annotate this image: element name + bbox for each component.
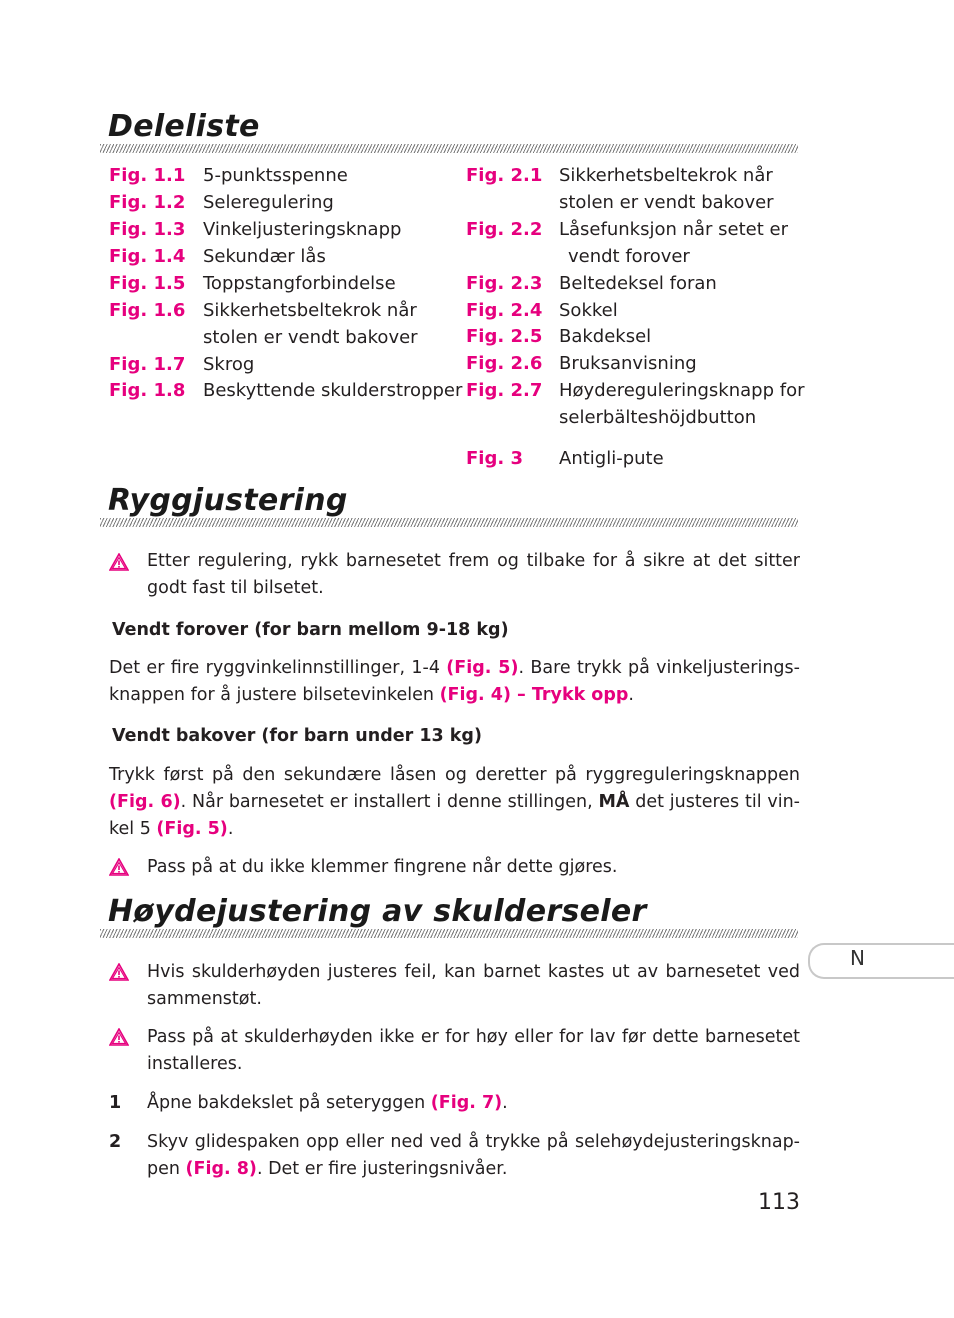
section-title-parts: Deleliste (108, 109, 260, 144)
figure-reference: (Fig. 5) (156, 819, 228, 839)
part-name: selerbälteshöjdbutton (559, 407, 757, 428)
fig-label: Fig. 2.5 (466, 326, 543, 347)
text: Trykk først på den sekundære låsen og deretter på ryggreguleringsknappen (109, 765, 800, 785)
part-name: Sikkerhetsbeltekrok når (559, 165, 773, 186)
text: Skyv glidespaken opp eller ned ved å trykke på selehøydejusteringsknap-pen (147, 1132, 800, 1179)
text: . (628, 685, 634, 705)
paragraph-rear (109, 762, 800, 843)
section-divider (100, 929, 798, 938)
subheading-rear: Vendt bakover (for barn under 13 kg) (112, 726, 482, 746)
fig-label: Fig. 1.6 (109, 300, 186, 321)
fig-label: Fig. 1.4 (109, 246, 186, 267)
fig-label: Fig. 1.3 (109, 219, 186, 240)
language-tab-label: N (850, 946, 865, 970)
fig-label: Fig. 1.8 (109, 380, 186, 401)
step-number: 1 (109, 1093, 122, 1113)
fig-label: Fig. 1.5 (109, 273, 186, 294)
fig-label: Fig. 2.2 (466, 219, 543, 240)
step-number: 2 (109, 1132, 122, 1152)
fig-label: Fig. 1.7 (109, 354, 186, 375)
fig-label: Fig. 2.1 (466, 165, 543, 186)
part-name: Sokkel (559, 300, 618, 321)
step-text (147, 1090, 800, 1117)
part-name: Sekundær lås (203, 246, 326, 267)
fig-label: Fig. 3 (466, 448, 523, 469)
text: . Når barnesetet er installert i denne stillingen, (180, 792, 599, 812)
fig-label: Fig. 2.6 (466, 353, 543, 374)
text: . (227, 819, 234, 839)
warning-triangle-icon (109, 553, 129, 571)
part-name: 5-punktsspenne (203, 165, 348, 186)
warning-triangle-icon (109, 858, 129, 876)
step-text (147, 1129, 800, 1183)
figure-reference: (Fig. 4) – Trykk opp (439, 685, 629, 705)
fig-label: Fig. 1.1 (109, 165, 186, 186)
subheading-forward: Vendt forover (for barn mellom 9-18 kg) (112, 620, 509, 640)
text: . (502, 1093, 508, 1113)
part-name: Vinkeljusteringsknapp (203, 219, 402, 240)
figure-reference: (Fig. 6) (109, 792, 181, 812)
text: . Bare trykk på vinkeljusterings-knappen for å justere bilsetevinkelen (109, 658, 800, 705)
part-name: Toppstangforbindelse (203, 273, 396, 294)
warning-triangle-icon (109, 963, 129, 981)
section-divider (100, 518, 798, 527)
text: det justeres til vin-kel 5 (109, 792, 800, 839)
text: . Det er fire justeringsnivåer. (256, 1159, 508, 1179)
fig-label: Fig. 2.3 (466, 273, 543, 294)
fig-label: Fig. 1.2 (109, 192, 186, 213)
figure-reference: (Fig. 5) (446, 658, 519, 678)
emphasis: MÅ (598, 792, 630, 812)
part-name: Sikkerhetsbeltekrok når (203, 300, 417, 321)
section-title-shoulder: Høydejustering av skulderseler (108, 894, 647, 929)
section-title-back: Ryggjustering (108, 483, 348, 518)
text: Det er fire ryggvinkelinnstillinger, 1-4 (109, 658, 447, 678)
part-name: Høydereguleringsknapp for (559, 380, 805, 401)
part-name: Seleregulering (203, 192, 334, 213)
part-name: Antigli-pute (559, 448, 664, 469)
part-name: vendt forover (568, 246, 690, 267)
part-name: Bruksanvisning (559, 353, 697, 374)
fig-label: Fig. 2.4 (466, 300, 543, 321)
warning-text: Etter regulering, rykk barnesetet frem og tilbake for å sikre at det sitter godt fast til bilsetet. (147, 551, 800, 598)
warning-text: Pass på at du ikke klemmer fingrene når dette gjøres. (147, 857, 618, 877)
paragraph-forward (109, 655, 800, 709)
figure-reference: (Fig. 8) (185, 1159, 257, 1179)
part-name: Beskyttende skulderstropper (203, 380, 463, 401)
part-name: Låsefunksjon når setet er (559, 219, 789, 240)
part-name: Bakdeksel (559, 326, 652, 347)
section-divider (100, 144, 798, 153)
part-name: Skrog (203, 354, 255, 375)
text: Åpne bakdekslet på seteryggen (147, 1093, 431, 1113)
warning-text: Pass på at skulderhøyden ikke er for høy eller for lav før dette barnesetet installeres. (147, 1027, 800, 1074)
part-name: stolen er vendt bakover (203, 327, 418, 348)
part-name: stolen er vendt bakover (559, 192, 774, 213)
figure-reference: (Fig. 7) (430, 1093, 503, 1113)
fig-label: Fig. 2.7 (466, 380, 543, 401)
warning-text: Hvis skulderhøyden justeres feil, kan barnet kastes ut av barnesetet ved sammenstøt. (147, 962, 800, 1009)
part-name: Beltedeksel foran (559, 273, 717, 294)
language-tab (808, 943, 954, 979)
page-number: 113 (758, 1190, 800, 1215)
warning-triangle-icon (109, 1028, 129, 1046)
